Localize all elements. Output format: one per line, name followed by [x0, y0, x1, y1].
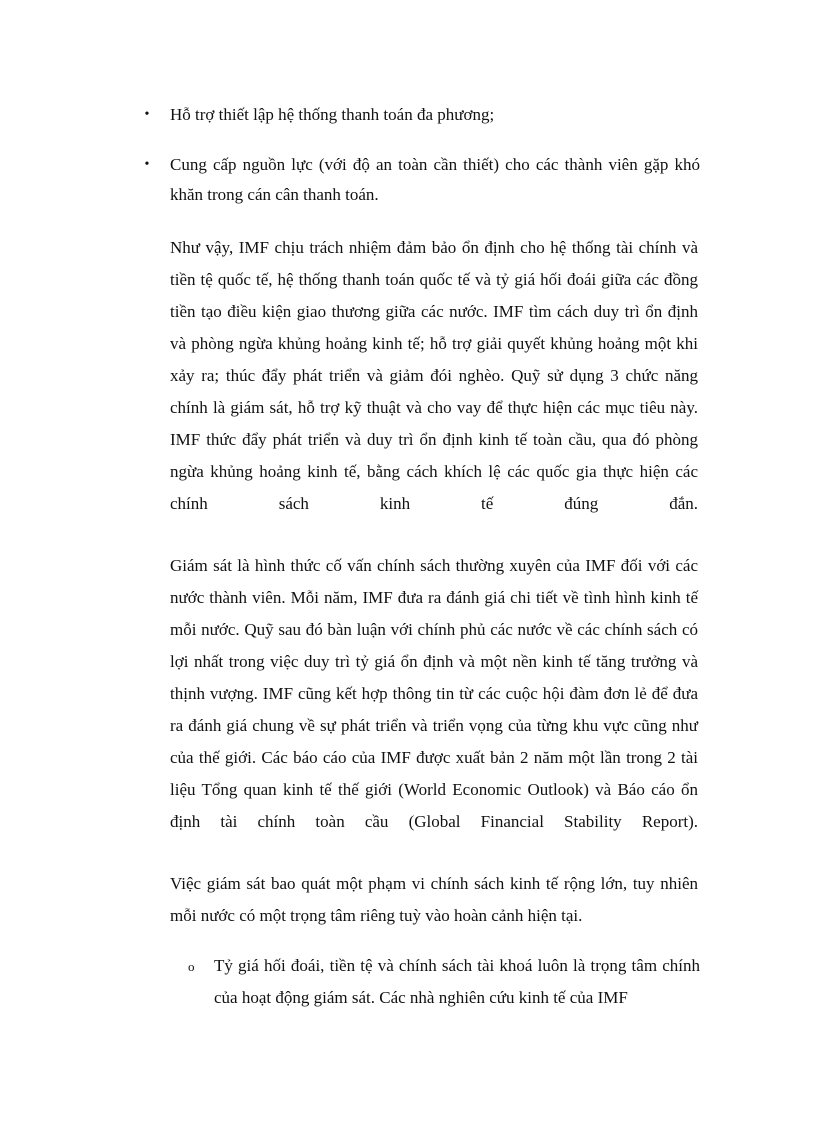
- paragraph-surveillance-scope: Việc giám sát bao quát một phạm vi chính sách kinh tế rộng lớn, tuy nhiên mỗi nước có một trọng tâm riêng tuỳ vào hoàn cảnh hiện tại.: [170, 874, 698, 925]
- paragraph-imf-responsibilities: Như vậy, IMF chịu trách nhiệm đảm bảo ổn định cho hệ thống tài chính và tiền tệ quốc tế, hệ thống thanh toán quốc tế và tỷ giá hối đoái giữa các đồng tiền tạo điều kiện giao thương giữa các nước. IMF tìm cách duy trì ổn định và phòng ngừa khủng hoảng kinh tế; hỗ trợ giải quyết khủng hoảng một khi xảy ra; thúc đẩy phát triển và giảm đói nghèo. Quỹ sử dụng 3 chức năng chính là giám sát, hỗ trợ kỹ thuật và cho vay để thực hiện các mục tiêu này. IMF thức đẩy phát triển và duy trì ổn định kinh tế toàn cầu, qua đó phòng ngừa khủng hoảng kinh tế, bằng cách khích lệ các quốc gia thực hiện các chính sách kinh tế đúng đắn.: [170, 238, 698, 513]
- bullet-list: [140, 100, 700, 230]
- bullet-icon: •: [144, 157, 150, 172]
- list-item: [140, 100, 700, 130]
- list-item: [188, 950, 700, 1014]
- circle-bullet-icon: o: [188, 959, 195, 974]
- sub-bullet-list: [188, 950, 700, 1014]
- list-item: [140, 150, 700, 210]
- list-item-text: Hỗ trợ thiết lập hệ thống thanh toán đa phương;: [170, 105, 495, 124]
- paragraph-surveillance: Giám sát là hình thức cố vấn chính sách thường xuyên của IMF đối với các nước thành viên. Mỗi năm, IMF đưa ra đánh giá chi tiết về tình hình kinh tế mỗi nước. Quỹ sau đó bàn luận với chính phủ các nước về các chính sách có lợi nhất trong việc duy trì tỷ giá ổn định và một nền kinh tế tăng trưởng và thịnh vượng. IMF cũng kết hợp thông tin từ các cuộc hội đàm đơn lẻ để đưa ra đánh giá chung về sự phát triển và triển vọng của từng khu vực cũng như của thế giới. Các báo cáo của IMF được xuất bản 2 năm một lần trong 2 tài liệu Tổng quan kinh tế thế giới (World Economic Outlook) và Báo cáo ổn định tài chính toàn cầu (Global Financial Stability Report).: [170, 556, 698, 831]
- list-item-text: Tỷ giá hối đoái, tiền tệ và chính sách tài khoá luôn là trọng tâm chính của hoạt động giám sát. Các nhà nghiên cứu kinh tế của IMF: [214, 956, 700, 1007]
- bullet-icon: •: [144, 107, 150, 122]
- list-item-text: Cung cấp nguồn lực (với độ an toàn cần thiết) cho các thành viên gặp khó khăn trong cán cân thanh toán.: [170, 155, 700, 204]
